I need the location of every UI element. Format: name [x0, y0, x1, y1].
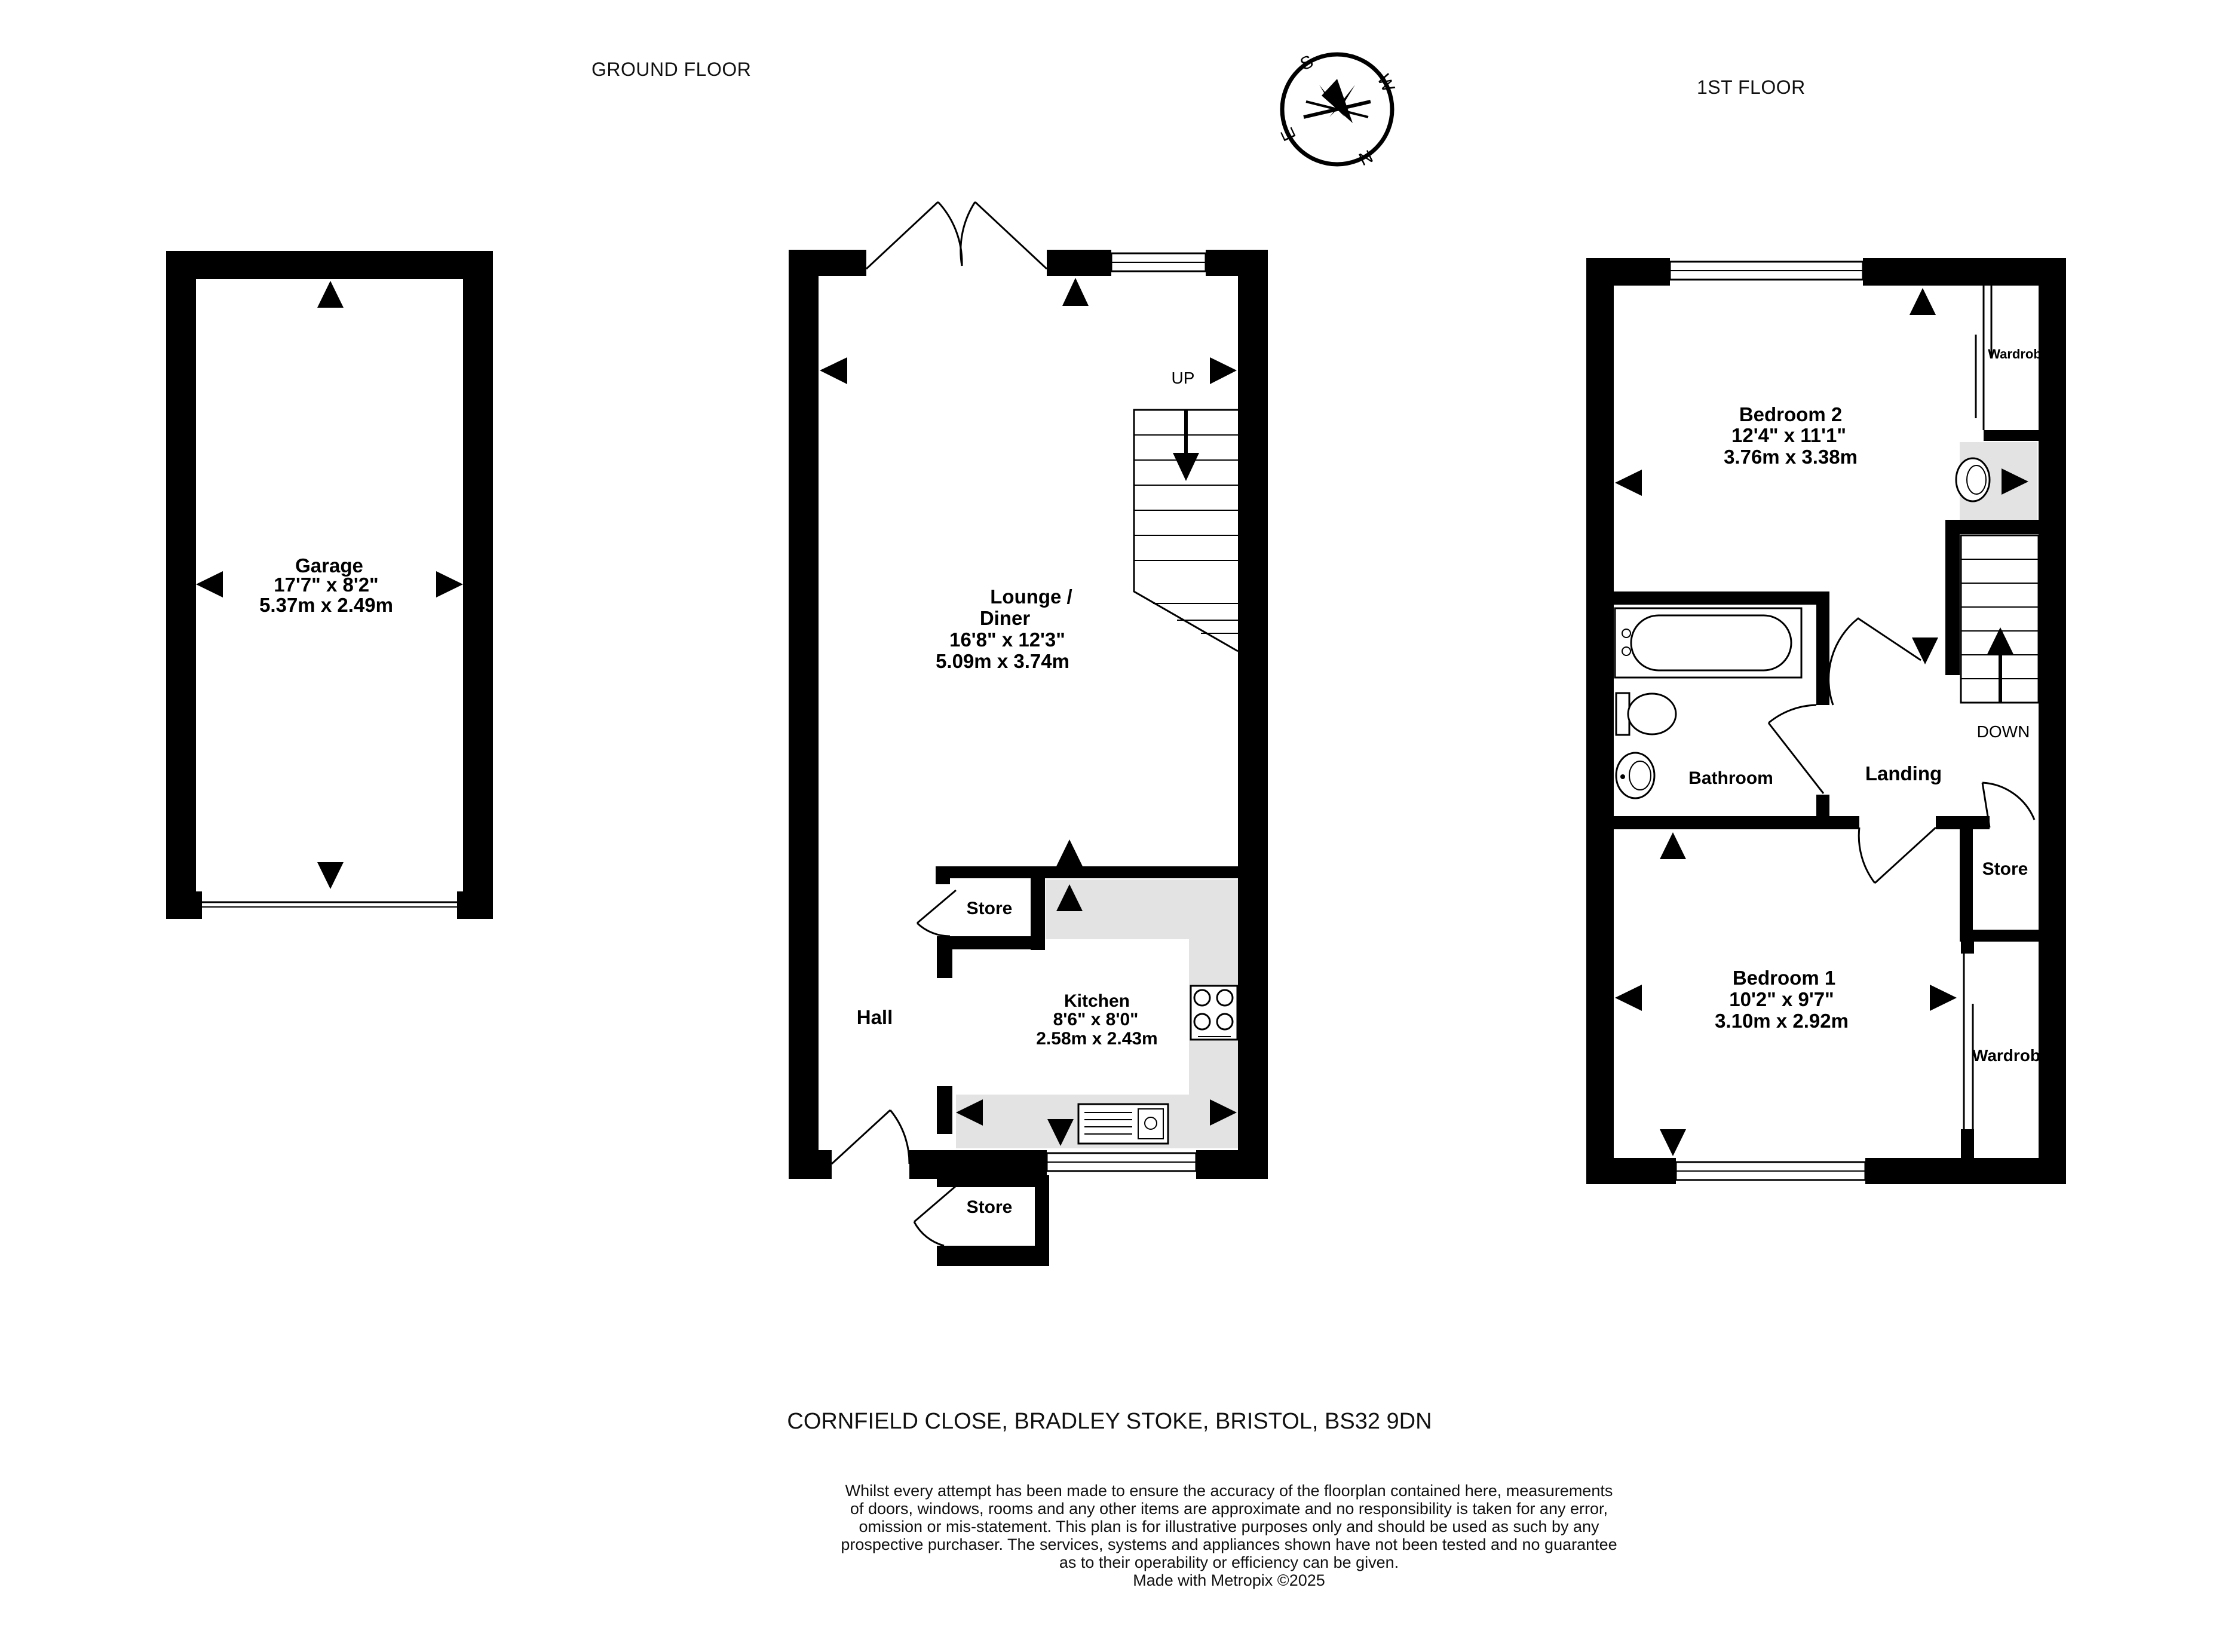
garage-arrow-top	[317, 281, 344, 308]
disclaimer	[811, 1482, 1647, 1589]
garage-arrow-bottom	[317, 862, 344, 889]
bedroom2-metric: 3.76m x 3.38m	[1724, 446, 1858, 468]
store-door-upper	[917, 890, 956, 936]
garage-imperial: 17'7" x 8'2"	[274, 574, 379, 596]
property-address: CORNFIELD CLOSE, BRADLEY STOKE, BRISTOL, BS32 9DN	[787, 1409, 1432, 1434]
bedroom1-door	[1859, 827, 1936, 883]
ground-floor-plan	[789, 202, 1268, 1266]
compass-rose	[1277, 51, 1398, 169]
store-first-door	[1982, 783, 2034, 827]
lounge-arrow-left	[820, 357, 847, 384]
bathtub	[1615, 608, 1801, 678]
garage-arrow-left	[196, 571, 223, 597]
garage-wall-top	[166, 251, 493, 279]
bathroom-name: Bathroom	[1688, 768, 1773, 788]
stairs-down-label: DOWN	[1976, 722, 2030, 741]
kitchen-imperial: 8'6" x 8'0"	[1053, 1010, 1139, 1029]
disclaimer-line: omission or mis-statement. This plan is for illustrative purposes only and should be used as such by any	[859, 1518, 1599, 1535]
garage-name: Garage	[295, 554, 363, 577]
first-floor-label: 1ST FLOOR	[1697, 76, 1806, 98]
kitchen-name: Kitchen	[1063, 991, 1130, 1011]
compass-letter-e: E	[1277, 124, 1300, 144]
first-staircase	[1961, 535, 2039, 703]
landing-name: Landing	[1865, 762, 1942, 784]
bedroom1-metric: 3.10m x 2.92m	[1715, 1010, 1849, 1032]
ground-wall-right	[1238, 250, 1268, 1179]
front-door	[832, 1110, 909, 1164]
disclaimer-line: Whilst every attempt has been made to ensure the accuracy of the floorplan contained here, measurements	[845, 1482, 1613, 1500]
first-wall-left	[1586, 258, 1614, 1184]
bedroom1-name: Bedroom 1	[1732, 967, 1836, 989]
compass-letter-s: S	[1297, 51, 1317, 75]
wardrobe-bed2-name: Wardrob	[1988, 347, 2042, 361]
bedroom1-imperial: 10'2" x 9'7"	[1729, 988, 1834, 1010]
bathroom-door-leaf	[1769, 723, 1823, 793]
store-first-name: Store	[1982, 859, 2028, 879]
store-lower-name: Store	[966, 1197, 1013, 1217]
disclaimer-credit: Made with Metropix ©2025	[1133, 1571, 1325, 1589]
lounge-name-2: Diner	[979, 607, 1031, 629]
disclaimer-line: of doors, windows, rooms and any other items are approximate and no responsibility is taken for any error,	[850, 1500, 1608, 1518]
store-door-lower	[914, 1186, 956, 1246]
french-door-left	[866, 202, 962, 269]
first-wall-right	[2039, 258, 2066, 1184]
garage-wall-left	[166, 251, 196, 919]
bathroom-door	[1829, 618, 1921, 705]
stairs-up-label: UP	[1171, 369, 1195, 387]
bedroom2-imperial: 12'4" x 11'1"	[1731, 424, 1846, 446]
bathroom-basin	[1616, 753, 1654, 798]
hob	[1191, 986, 1237, 1040]
disclaimer-line: prospective purchaser. The services, systems and appliances shown have not been tested and no guarantee	[841, 1535, 1617, 1553]
kitchen-metric: 2.58m x 2.43m	[1036, 1029, 1158, 1049]
first-floor-plan	[1586, 258, 2066, 1184]
ground-wall-left	[789, 250, 819, 1179]
garage-plan	[166, 251, 493, 919]
disclaimer-line: as to their operability or efficiency can be given.	[1059, 1553, 1399, 1571]
bedroom2-basin	[1956, 458, 1990, 501]
wardrobe-bed1-name: Wardrob	[1972, 1046, 2041, 1065]
store-upper-name: Store	[966, 899, 1013, 918]
toilet	[1616, 693, 1676, 735]
hall-name: Hall	[856, 1006, 893, 1028]
french-door-right	[961, 202, 1047, 269]
ground-floor-label: GROUND FLOOR	[591, 59, 752, 80]
garage-arrow-right	[436, 571, 463, 597]
bedroom2-name: Bedroom 2	[1739, 403, 1843, 425]
kitchen-sink	[1078, 1104, 1168, 1144]
garage-wall-right	[463, 251, 493, 919]
compass-letter-n: N	[1355, 145, 1376, 169]
ground-staircase	[1134, 410, 1238, 651]
lounge-arrow-right	[1210, 357, 1237, 384]
lounge-imperial: 16'8" x 12'3"	[949, 629, 1065, 651]
garage-metric: 5.37m x 2.49m	[259, 594, 393, 616]
lounge-name-1: Lounge /	[990, 586, 1072, 608]
compass-letter-w: W	[1373, 71, 1399, 96]
lounge-metric: 5.09m x 3.74m	[936, 650, 1069, 672]
